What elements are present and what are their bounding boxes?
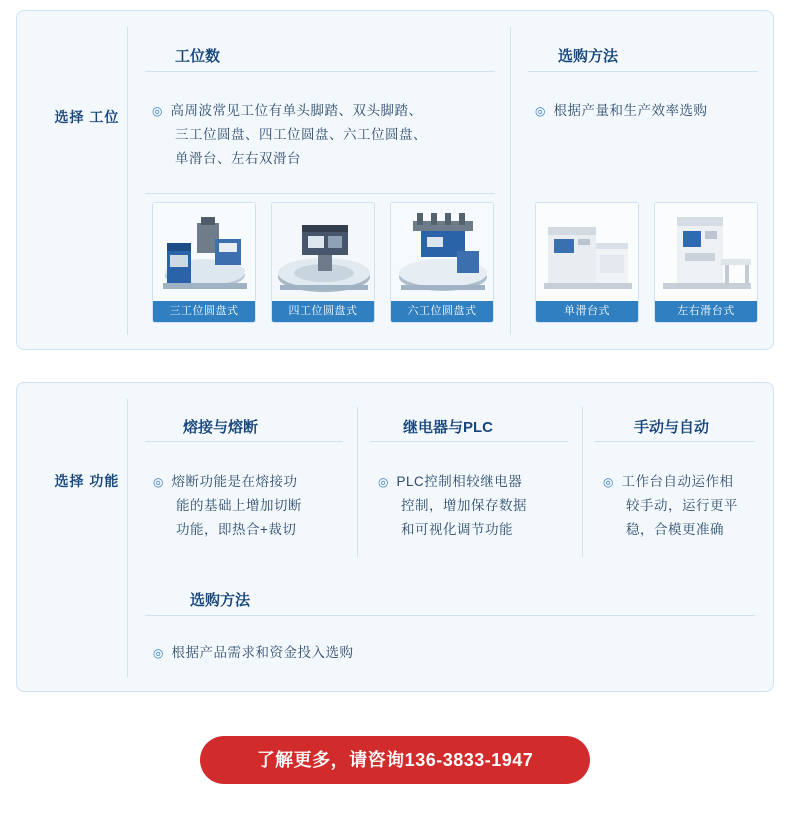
bullet-icon: ◎ [378,475,389,489]
machine-photo-4-station [272,203,374,303]
station-count-bullet-2 [175,123,505,147]
divider-vertical-right [510,27,511,335]
function-auto-bullet-3 [626,518,790,542]
bullet-text: 工作台自动运作相 [621,474,734,489]
machine-caption-3-station: 三工位圆盘式 [153,301,255,322]
function-welding-bullet-3 [176,518,366,542]
divider-vertical-label [127,399,128,677]
machine-card-3-station[interactable] [152,202,256,323]
station-count-bullet-1 [152,99,497,123]
divider-horizontal-cards [145,193,495,194]
function-purchase-bullet-1 [153,641,653,665]
station-method-bullet-1 [535,99,750,123]
bullet-text: 根据产量和生产效率选购 [553,103,708,118]
bullet-icon: ◎ [603,475,614,489]
station-panel-label: 选择 工位 [54,109,120,125]
function-title-plc: 继电器与PLC [403,419,494,436]
divider-horizontal-titles-right [528,71,758,72]
bullet-text: 能的基础上增加切断 [176,498,302,513]
machine-caption-4-station: 四工位圆盘式 [272,301,374,322]
bullet-text: PLC控制相较继电器 [396,474,523,489]
function-auto-bullet-2 [626,494,790,518]
function-title-auto: 手动与自动 [634,419,710,436]
function-plc-bullet-3 [401,518,591,542]
function-plc-bullet-2 [401,494,591,518]
bullet-text: 熔断功能是在熔接功 [171,474,298,489]
bullet-text: 稳，合模更准确 [626,522,724,537]
bullet-text: 三工位圆盘、四工位圆盘、六工位圆盘、 [175,127,427,142]
bullet-icon: ◎ [535,104,546,118]
bullet-text: 较手动，运行更平 [626,498,738,513]
function-panel [16,382,774,692]
machine-card-4-station[interactable] [271,202,375,323]
station-count-bullet-3 [175,147,505,171]
divider-vertical-left [127,27,128,335]
function-welding-bullet-1 [153,470,353,494]
station-count-title: 工位数 [175,48,221,65]
machine-photo-single-slide [536,203,638,303]
machine-photo-6-station [391,203,493,303]
divider-horizontal-fn-titles-3 [595,441,755,442]
machine-photo-dual-slide [655,203,757,303]
divider-horizontal-fn-titles-2 [370,441,568,442]
function-title-welding: 熔接与熔断 [183,419,259,436]
bullet-text: 功能，即热合+裁切 [176,522,297,537]
machine-photo-3-station [153,203,255,303]
machine-card-single-slide[interactable] [535,202,639,323]
bullet-text: 根据产品需求和资金投入选购 [171,645,354,660]
bullet-icon: ◎ [153,475,164,489]
divider-horizontal-purchase [145,615,755,616]
machine-caption-single-slide: 单滑台式 [536,301,638,322]
contact-cta-button[interactable]: 了解更多，请咨询136-3833-1947 [200,736,590,784]
bullet-icon: ◎ [153,646,164,660]
function-auto-bullet-1 [603,470,788,494]
function-plc-bullet-1 [378,470,578,494]
function-purchase-title: 选购方法 [190,592,251,609]
bullet-text: 控制，增加保存数据 [401,498,527,513]
station-panel [16,10,774,350]
machine-caption-dual-slide: 左右滑台式 [655,301,757,322]
bullet-text: 单滑台、左右双滑台 [175,151,301,166]
divider-horizontal-fn-titles-1 [145,441,343,442]
bullet-text: 和可视化调节功能 [401,522,513,537]
divider-horizontal-titles-left [145,71,495,72]
function-welding-bullet-2 [176,494,366,518]
station-method-title: 选购方法 [558,48,619,65]
machine-caption-6-station: 六工位圆盘式 [391,301,493,322]
machine-card-dual-slide[interactable] [654,202,758,323]
bullet-icon: ◎ [152,104,163,118]
machine-card-6-station[interactable] [390,202,494,323]
bullet-text: 高周波常见工位有单头脚踏、双头脚踏、 [170,103,423,118]
function-panel-label: 选择 功能 [54,473,120,489]
